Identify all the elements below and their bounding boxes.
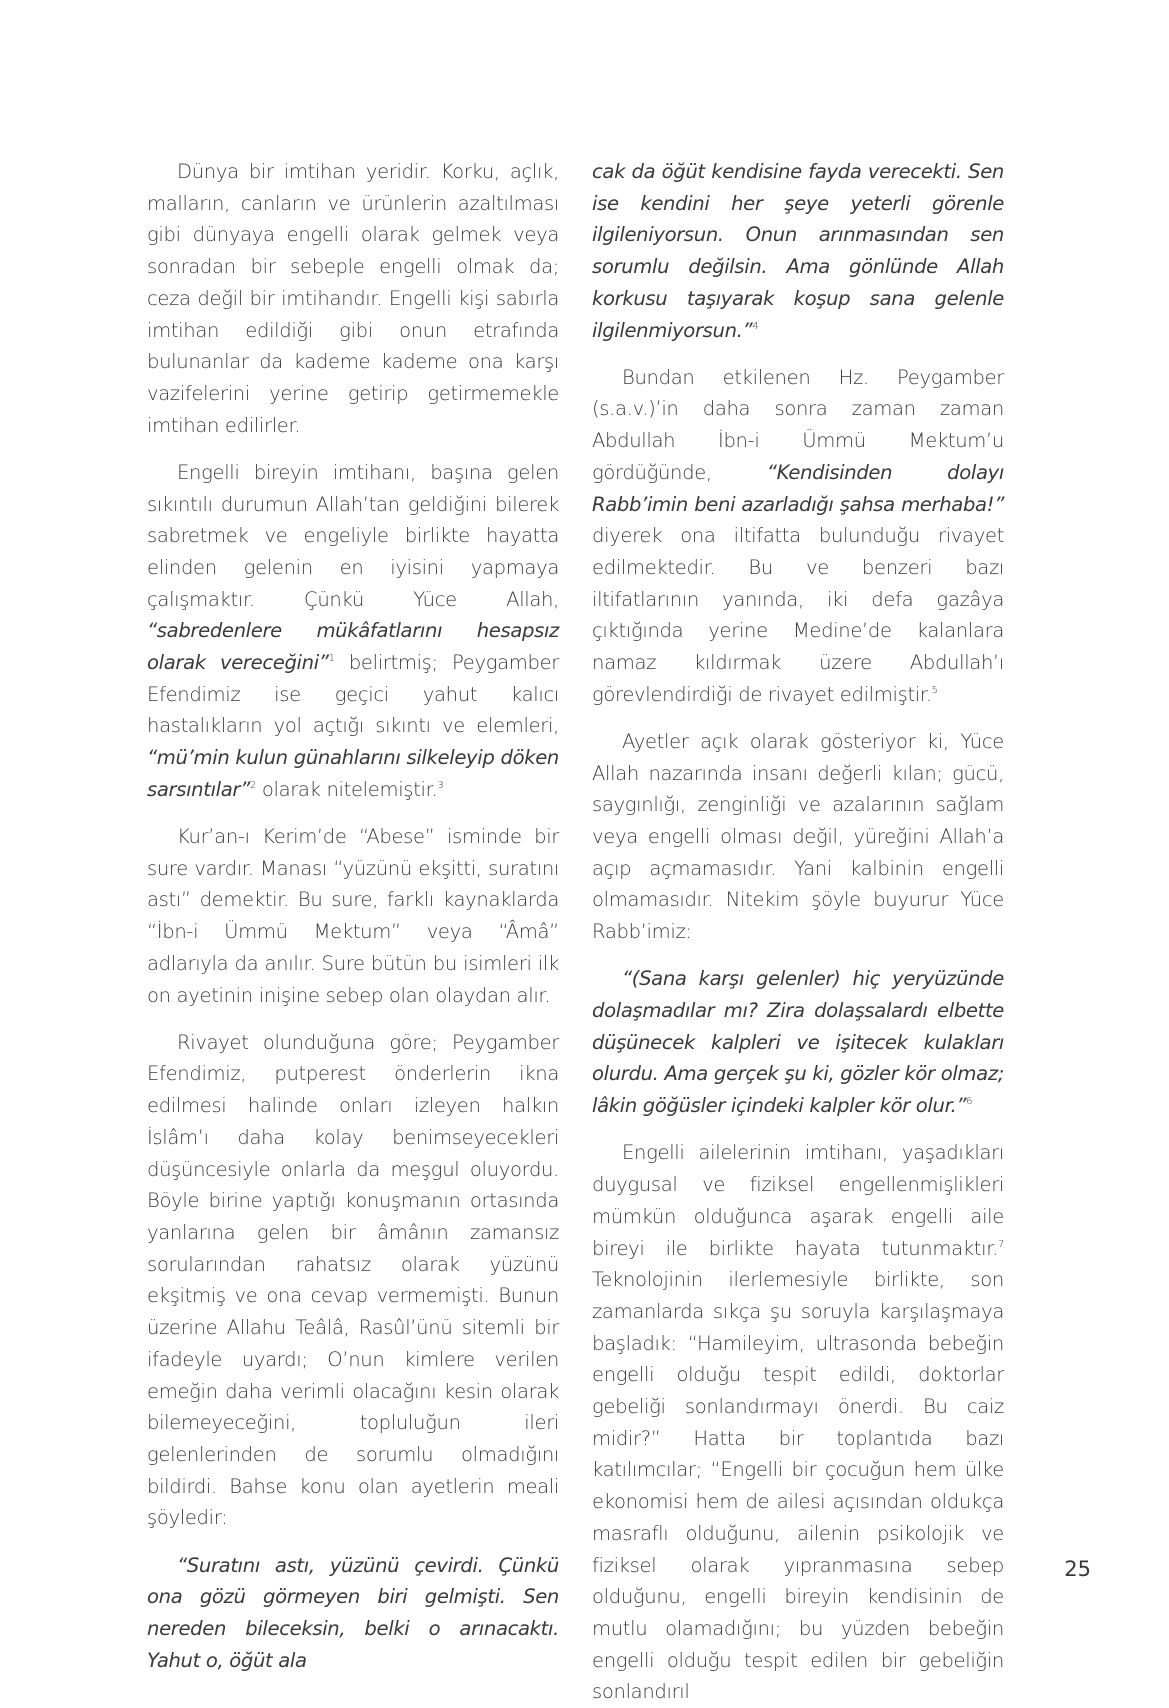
paragraph: Rivayet olunduğuna göre; Peygamber Efendimiz, putperest önderlerin ikna edilmesi halinde onları izleyen halkın İslâm’ı daha kolay benimseyecekleri düşüncesiyle onlarla da meşgul oluyordu. Böyle birine yaptığı konuşmanın ortasında yanlarına gelen bir âmânın zamansız sorularından rahatsız olarak yüzünü ekşitmiş ve ona cevap vermemişti. Bunun üzerine Allahu Teâlâ, Rasûl’ünü sitemli bir ifadeyle uyardı; O’nun kimlere verilen emeğin daha verimli olacağını kesin olarak bilemeyeceğini, topluluğun ileri gelenlerinden de sorumlu olmadığını bildirdi. Bahse konu olan ayetlerin meali şöyledir: <box>147 1030 559 1530</box>
text-run: cak da öğüt kendisine fayda verecekti. Sen ise kendini her şeye yeterli görenle ilgileniyorsun. Onun arınmasından sen sorumlu değilsin. Ama gönlünde Allah korkusu taşıyarak koşup sana gelenle ilgilenmiyorsun.” <box>592 160 1004 342</box>
text-run: Engelli bireyin imtihanı, başına gelen sıkıntılı durumun Allah’tan geldiğini bilerek sabretmek ve engeliyle birlikte hayatta elinden gelenin en iyisini yapmaya çalışmaktır. Çünkü Yüce Allah, <box>147 460 559 611</box>
paragraph: Dünya bir imtihan yeridir. Korku, açlık, malların, canların ve ürünlerin azaltılması gibi dünyaya engelli olarak gelmek veya sonradan bir sebeple engelli olmak da; ceza değil bir imtihandır. Engelli kişi sabırla imtihan edildiği gibi onun etrafında bulunanlar da kademe kademe ona karşı vazifelerini yerine getirip getirmemekle imtihan edilirler. <box>147 160 559 437</box>
footnote-ref: 2 <box>249 779 256 791</box>
quote-paragraph <box>592 963 1004 1122</box>
text-run: belirtmiş; Peygamber Efendimiz ise geçici yahut kalıcı hastalıkların yol açtığı sıkıntı ve elemleri, <box>147 651 559 738</box>
footnote-ref: 3 <box>437 779 444 791</box>
quote-text: “Kendisinden dolayı Rabb’imin beni azarladığı şahsa merhaba!” <box>592 460 1004 516</box>
paragraph: Ayetler açık olarak gösteriyor ki, Yüce Allah nazarında insanı değerli kılan; gücü, saygınlığı, zenginliği ve azalarının sağlam veya engelli olması değil, yüreğini Allah’a açıp açmamasıdır. Yani kalbinin engelli olmamasıdır. Nitekim şöyle buyurur Yüce Rabb’imiz: <box>592 729 1004 944</box>
right-column <box>592 156 1004 1708</box>
quote-paragraph: “Suratını astı, yüzünü çevirdi. Çünkü ona gözü görmeyen biri gelmişti. Sen nereden bileceksin, belki o arınacaktı. Yahut o, öğüt ala <box>147 1553 559 1672</box>
left-column <box>147 156 559 1676</box>
footnote-ref: 5 <box>931 684 938 696</box>
quote-text: “mü’min kulun günahlarını silkeleyip döken sarsıntılar” <box>147 746 559 801</box>
quote-paragraph <box>592 156 1004 346</box>
paragraph <box>592 362 1004 711</box>
page-number: 25 <box>1064 1557 1091 1581</box>
paragraph <box>147 457 559 806</box>
paragraph <box>592 1137 1004 1708</box>
footnote-ref: 6 <box>966 1096 973 1108</box>
text-run: Bundan etkilenen Hz. Peygamber (s.a.v.)’in daha sonra zaman zaman Abdullah İbn-i Ümmü Mektum’u gördüğünde, <box>592 365 1004 484</box>
quote-text: “sabredenlere mükâfatlarını hesapsız olarak vereceğini” <box>147 619 559 675</box>
text-run: “(Sana karşı gelenler) hiç yeryüzünde dolaşmadılar mı? Zira dolaşsalardı elbette düşünecek kalpleri ve işitecek kulakları olurdu. Ama gerçek şu ki, gözler kör olmaz; lâkin göğüsler içindeki kalpler kör olur.” <box>592 967 1004 1118</box>
paragraph: Kur’an-ı Kerim’de “Abese” isminde bir sure vardır. Manası “yüzünü ekşitti, suratını astı” demektir. Bu sure, farklı kaynaklarda “İbn-i Ümmü Mektum” veya “Âmâ” adlarıyla da anılır. Sure bütün bu isimleri ilk on ayetinin inişine sebep olan olaydan alır. <box>147 825 559 1007</box>
footnote-ref: 1 <box>328 653 335 665</box>
text-run: diyerek ona iltifatta bulunduğu rivayet edilmektedir. Bu ve benzeri bazı iltifatlarının yanında, iki defa gazâya çıktığında yerine Medine’de kalanlara namaz kıldırmak üzere Abdullah’ı görevlendirdiği de rivayet edilmiştir. <box>592 524 1004 706</box>
text-run: Teknolojinin ilerlemesiyle birlikte, son zamanlarda sıkça şu soruyla karşılaşmaya başladık: “Hamileyim, ultrasonda bebeğin engelli olduğu tespit edildi, doktorlar gebeliği sonlandırmayı önerdi. Bu caiz midir?” Hatta bir toplantıda bazı katılımcılar; “Engelli bir çocuğun hem ülke ekonomisi hem de ailesi açısından oldukça masraflı olduğunu, ailenin psikolojik ve fiziksel olarak yıpranmasına sebep olduğunu, engelli bireyin kendisinin de mutlu olamadığını; bu yüzden bebeğin engelli olduğu tespit edilen bir gebeliğin sonlandırıl <box>592 1268 1004 1704</box>
text-run: olarak nitelemiştir. <box>255 777 438 801</box>
text-run: Engelli ailelerinin imtihanı, yaşadıkları duygusal ve fiziksel engellenmişlikleri mümkün olduğunca aşarak engelli aile bireyi ile birlikte hayata tutunmaktır. <box>592 1141 1004 1260</box>
footnote-ref: 7 <box>997 1238 1004 1250</box>
footnote-ref: 4 <box>752 320 759 332</box>
